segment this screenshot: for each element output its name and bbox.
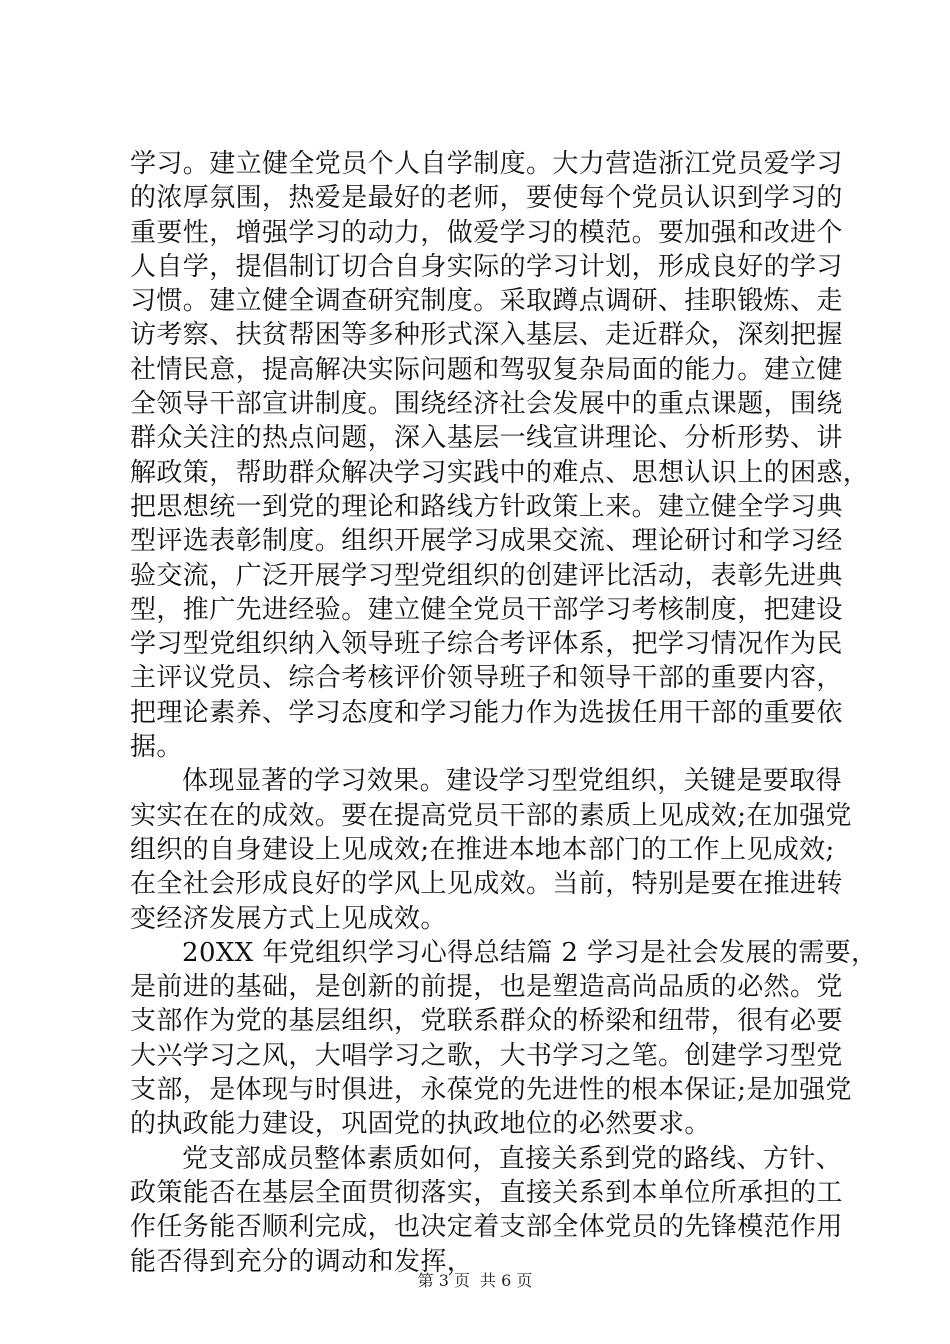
text-line: 的浓厚氛围，热爱是最好的老师，要使每个党员认识到学习的 <box>130 183 843 214</box>
page-number: 第 3 页 <box>417 1271 470 1290</box>
text-line: 政策能否在基层全面贯彻落实，直接关系到本单位所承担的工 <box>130 1177 843 1208</box>
text-line: 把思想统一到党的理论和路线方针政策上来。建立健全学习典 <box>130 491 843 522</box>
text-line: 支部，是体现与时俱进，永葆党的先进性的根本保证;是加强党 <box>130 1075 852 1106</box>
text-line: 访考察、扶贫帮困等多种形式深入基层、走近群众，深刻把握 <box>130 320 843 351</box>
text-line: 把理论素养、学习态度和学习能力作为选拔任用干部的重要依 <box>130 697 843 728</box>
page-total: 共 6 页 <box>480 1271 533 1290</box>
text-line: 的执政能力建设，巩固党的执政地位的必然要求。 <box>130 1109 711 1140</box>
text-line: 社情民意，提高解决实际问题和驾驭复杂局面的能力。建立健 <box>130 354 843 385</box>
paragraph-start-line: 体现显著的学习效果。建设学习型党组织，关键是要取得 <box>182 766 843 797</box>
text-line: 学习型党组织纳入领导班子综合考评体系，把学习情况作为民 <box>130 629 843 660</box>
document-body <box>130 147 878 1279</box>
text-line: 群众关注的热点问题，深入基层一线宣讲理论、分析形势、讲 <box>130 423 843 454</box>
page-footer <box>0 1271 950 1291</box>
text-line: 在全社会形成良好的学风上见成效。当前，特别是要在推进转 <box>130 869 843 900</box>
text-line: 变经济发展方式上见成效。 <box>130 903 447 934</box>
text-line: 组织的自身建设上见成效;在推进本地本部门的工作上见成效; <box>130 834 835 865</box>
text-line: 作任务能否顺利完成，也决定着支部全体党员的先锋模范作用 <box>130 1212 843 1243</box>
text-line: 支部作为党的基层组织，党联系群众的桥梁和纽带，很有必要 <box>130 1006 843 1037</box>
text-line: 学习。建立健全党员个人自学制度。大力营造浙江党员爱学习 <box>130 149 843 179</box>
text-line: 重要性，增强学习的动力，做爱学习的模范。要加强和改进个 <box>130 217 843 248</box>
text-line: 全领导干部宣讲制度。围绕经济社会发展中的重点课题，围绕 <box>130 389 843 420</box>
text-line: 主评议党员、综合考核评价领导班子和领导干部的重要内容， <box>130 663 843 694</box>
text-line: 型评选表彰制度。组织开展学习成果交流、理论研讨和学习经 <box>130 526 843 557</box>
text-line: 大兴学习之风，大唱学习之歌，大书学习之笔。创建学习型党 <box>130 1040 843 1071</box>
text-line: 人自学，提倡制订切合自身实际的学习计划，形成良好的学习 <box>130 251 843 282</box>
text-line: 解政策，帮助群众解决学习实践中的难点、思想认识上的困惑， <box>130 457 870 488</box>
paragraph-start-line: 20XX 年党组织学习心得总结篇 2 学习是社会发展的需要， <box>182 937 878 968</box>
text-line: 是前进的基础，是创新的前提，也是塑造高尚品质的必然。党 <box>130 972 843 1003</box>
text-line: 能否得到充分的调动和发挥， <box>130 1246 474 1277</box>
text-line: 习惯。建立健全调查研究制度。采取蹲点调研、挂职锻炼、走 <box>130 286 843 317</box>
text-line: 实实在在的成效。要在提高党员干部的素质上见成效;在加强党 <box>130 800 852 831</box>
paragraph-start-line: 党支部成员整体素质如何，直接关系到党的路线、方针、 <box>182 1143 843 1174</box>
text-line: 型，推广先进经验。建立健全党员干部学习考核制度，把建设 <box>130 594 843 625</box>
text-line: 验交流，广泛开展学习型党组织的创建评比活动，表彰先进典 <box>130 560 843 591</box>
text-line: 据。 <box>130 732 183 763</box>
